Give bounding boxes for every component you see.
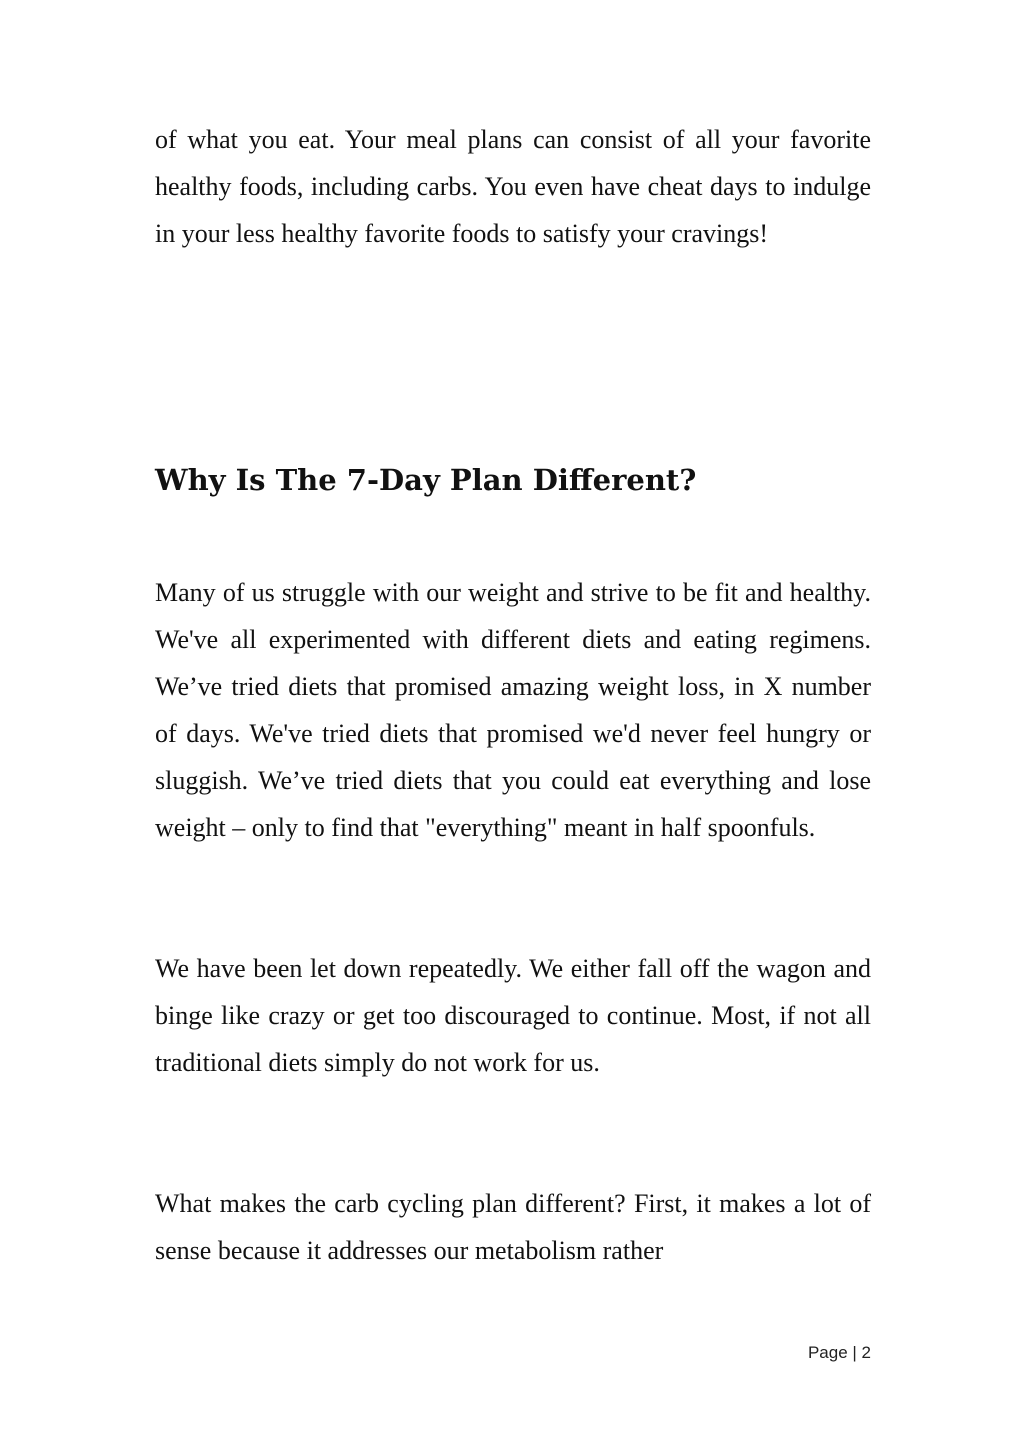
paragraph-intro: of what you eat. Your meal plans can consist of all your favorite healthy foods, including carbs. You even have cheat days to indulge in your less healthy favorite foods to satisfy your cravings! <box>155 125 871 248</box>
paragraph-let-down: We have been let down repeatedly. We either fall off the wagon and binge like crazy or get too discouraged to continue. Most, if not all traditional diets simply do not work for us. <box>155 954 871 1077</box>
paragraph-carb-cycling: What makes the carb cycling plan different? First, it makes a lot of sense because it addresses our metabolism rather <box>155 1189 871 1265</box>
page-number: Page | 2 <box>807 1343 871 1362</box>
paragraph-struggle: Many of us struggle with our weight and strive to be fit and healthy. We've all experimented with different diets and eating regimens. We’ve tried diets that promised amazing weight loss, in X number of days. We've tried diets that promised we'd never feel hungry or sluggish. We’ve tried diets that you could eat everything and lose weight – only to find that "everything" meant in half spoonfuls. <box>155 578 871 842</box>
section-heading: Why Is The 7-Day Plan Different? <box>155 463 697 497</box>
